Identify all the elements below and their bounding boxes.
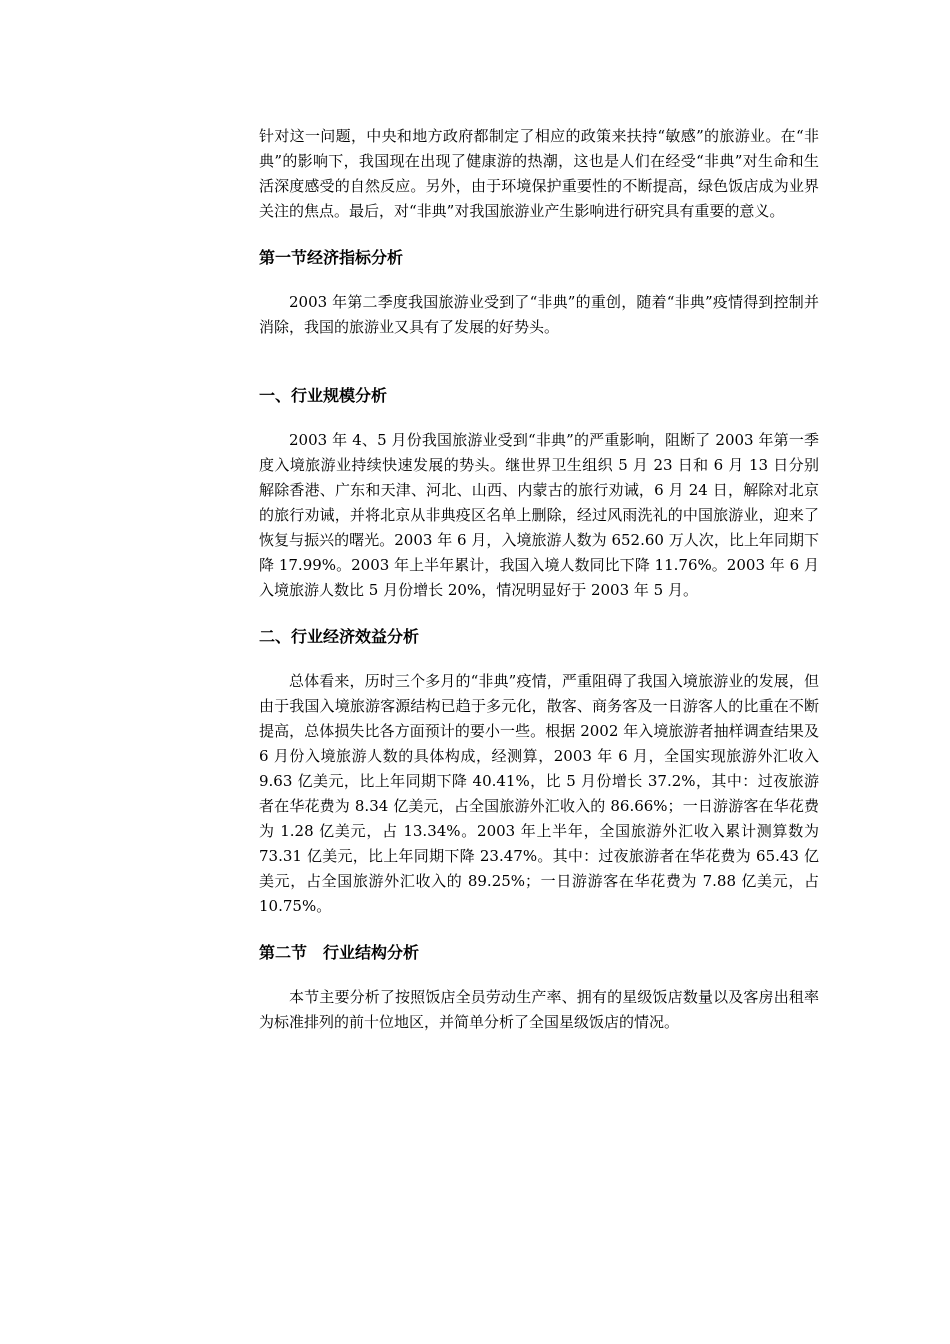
section1-title: 第一节经济指标分析 xyxy=(259,248,404,267)
section2-paragraph: 本节主要分析了按照饭店全员劳动生产率、拥有的星级饭店数量以及客房出租率为标准排列的前十位地区，并简单分析了全国星级饭店的情况。 xyxy=(259,988,819,1031)
subsection2-paragraph: 总体看来，历时三个多月的“非典”疫情，严重阻碍了我国入境旅游业的发展，但由于我国入境旅游客源结构已趋于多元化，散客、商务客及一日游客人的比重在不断提高，总体损失比各方面预计的要小一些。根据 2002 年入境旅游者抽样调查结果及 6 月份入境旅游人数的具体构成，经测算，2003 年 6 月，全国实现旅游外汇收入 9.63 亿美元，比上年同期下降 40.41%，比 5 月份增长 37.2%，其中：过夜旅游者在华花费为 8.34 亿美元，占全国旅游外汇收入的 86.66%；一日游游客在华花费为 1.28 亿美元，占 13.34%。2003 年上半年，全国旅游外汇收入累计测算数为 73.31 亿美元，比上年同期下降 23.47%。其中：过夜旅游者在华花费为 65.43 亿美元，占全国旅游外汇收入的 89.25%；一日游游客在华花费为 7.88 亿美元，占 10.75%。 xyxy=(259,672,819,915)
subsection1-title: 一、行业规模分析 xyxy=(259,386,388,405)
section2-title: 第二节 行业结构分析 xyxy=(259,943,420,962)
section1-paragraph: 2003 年第二季度我国旅游业受到了“非典”的重创，随着“非典”疫情得到控制并消除，我国的旅游业又具有了发展的好势头。 xyxy=(259,293,819,336)
subsection2-title: 二、行业经济效益分析 xyxy=(259,627,420,646)
document-page xyxy=(259,124,819,1035)
intro-paragraph: 针对这一问题，中央和地方政府都制定了相应的政策来扶持“敏感”的旅游业。在“非典”的影响下，我国现在出现了健康游的热潮，这也是人们在经受“非典”对生命和生活深度感受的自然反应。另外，由于环境保护重要性的不断提高，绿色饭店成为业界关注的焦点。最后，对“非典”对我国旅游业产生影响进行研究具有重要的意义。 xyxy=(259,127,819,220)
subsection1-paragraph: 2003 年 4、5 月份我国旅游业受到“非典”的严重影响，阻断了 2003 年第一季度入境旅游业持续快速发展的势头。继世界卫生组织 5 月 23 日和 6 月 13 日分别解除香港、广东和天津、河北、山西、内蒙古的旅行劝诫，6 月 24 日，解除对北京的旅行劝诫，并将北京从非典疫区名单上删除，经过风雨洗礼的中国旅游业，迎来了恢复与振兴的曙光。2003 年 6 月，入境旅游人数为 652.60 万人次，比上年同期下降 17.99%。2003 年上半年累计，我国入境人数同比下降 11.76%。2003 年 6 月入境旅游人数比 5 月份增长 20%，情况明显好于 2003 年 5 月。 xyxy=(259,431,819,599)
